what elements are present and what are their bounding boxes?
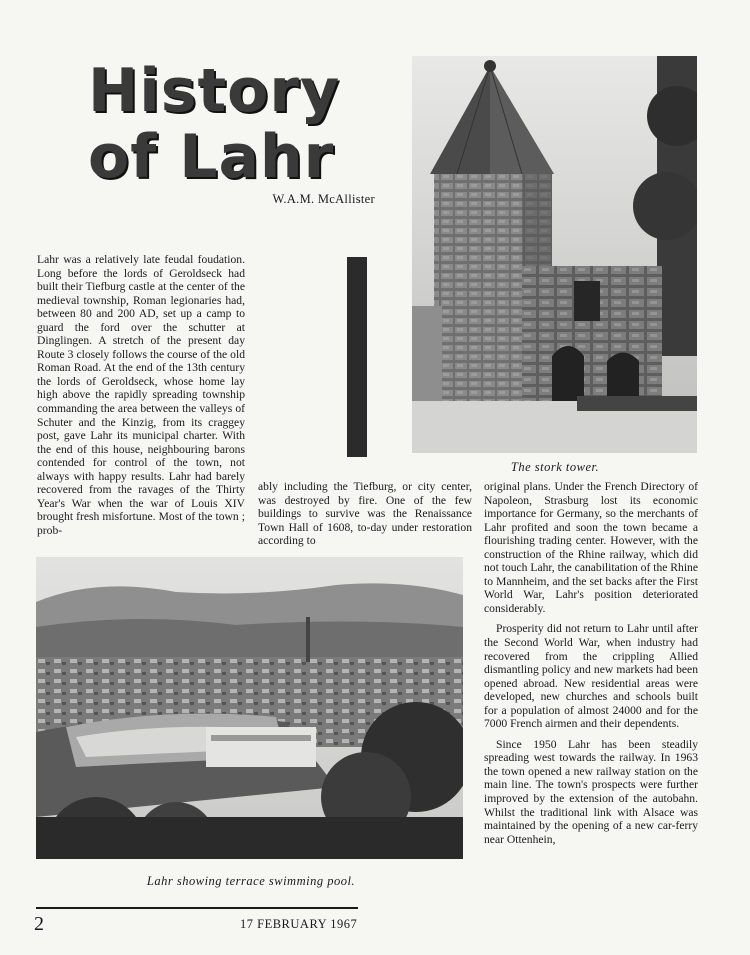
paragraph: Prosperity did not return to Lahr until after the Second World War, when industry had recovered from the crippling Allied dismantling policy and new markets had been opened abroad. New residential areas were developed, new churches and schools built for a population of almost 24000 and for the 7000 French airmen and their dependents. [484,622,698,731]
lahr-town-photo [36,557,463,859]
decorative-initial-bar [347,257,367,457]
paragraph: Since 1950 Lahr has been steadily spreading west towards the railway. In 1963 the town opened a new railway station on the main line. The town's prospects were further improved by the extension of the autobahn. Whilst the traditional link with Alsace was maintained by the opening of a new car-ferry near Ottenhein, [484,737,698,846]
text-column-2 [258,480,472,548]
issue-date: 17 FEBRUARY 1967 [240,917,358,931]
title-line-1: History [88,56,341,126]
paragraph: original plans. Under the French Directory of Napoleon, Strasburg lost its economic importance for Germany, so the merchants of Lahr profited and soon the town became a flourishing trading center. However, with the construction of the Rhine railway, which did not touch Lahr, the canabilitation of the Rhine to Mannheim, and the set backs after the First World War, Lahr's position deteriorated considerably. [484,480,698,615]
text-column-1 [37,253,245,537]
stork-tower-photo [412,56,697,453]
paragraph: ably including the Tiefburg, or city center, was destroyed by fire. One of the few buildings to survive was the Renaissance Town Hall of 1608, to-day under restoration according to [258,480,472,548]
footer-rule [36,907,358,909]
author-byline: W.A.M. McAllister [272,192,375,206]
town-photo-caption: Lahr showing terrace swimming pool. [146,874,356,888]
text-column-3 [484,480,698,846]
page-number: 2 [34,913,44,935]
paragraph: Lahr was a relatively late feudal foudation. Long before the lords of Geroldseck had built their Tiefburg castle at the center of the medieval township, Roman legionaries had, between 80 and 200 AD, set up a camp to guard the ford over the schutter at Dinglingen. A stretch of the present day Route 3 closely follows the course of the old Roman Road. At the end of the 13th century the lords of Geroldseck, whose home lay high above the rapidly spreading township commanding the area between the valleys of Schuter and the Kinzig, from its craggey post, gave Lahr its municipal charter. With the end of this house, neighbouring barons contended for control of the town, not always with happy results. Lahr had barely recovered from the ravages of the Thirty Year's War when the war of Louis XIV brought fresh misfortune. Most of the town ; prob- [37,253,245,537]
article-title [88,58,388,190]
title-line-2: of Lahr [88,122,335,192]
tower-photo-caption: The stork tower. [510,460,600,474]
